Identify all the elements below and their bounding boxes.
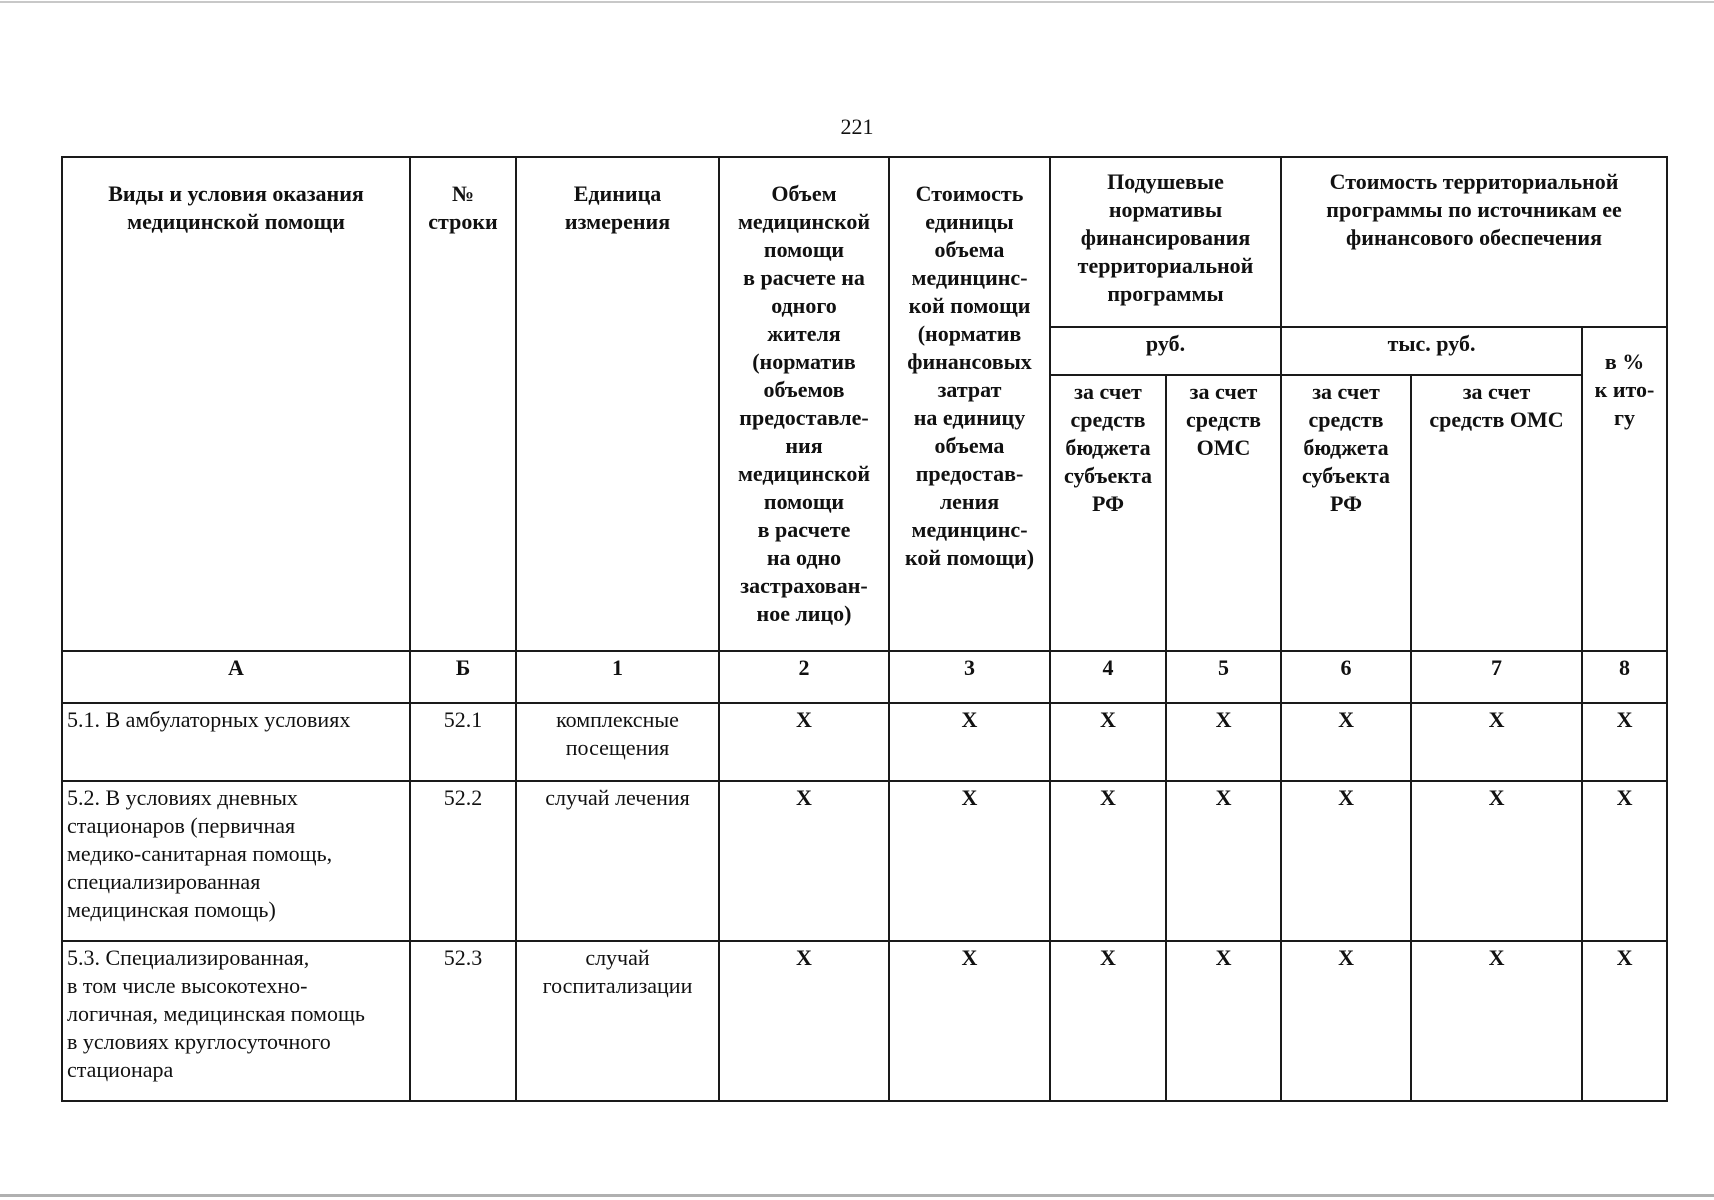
header-oms-1: за счет средств ОМС bbox=[1166, 375, 1281, 651]
row-value: Х bbox=[1050, 781, 1166, 941]
header-line-no: № строки bbox=[410, 157, 516, 651]
row-value: Х bbox=[1582, 703, 1667, 781]
row-value: Х bbox=[1166, 781, 1281, 941]
row-value: Х bbox=[1166, 703, 1281, 781]
page-number: 221 bbox=[840, 114, 874, 139]
row-value: Х bbox=[889, 781, 1050, 941]
row-value: Х bbox=[1281, 703, 1411, 781]
row-value: Х bbox=[1050, 703, 1166, 781]
row-value: Х bbox=[1411, 781, 1582, 941]
row-line-no: 52.1 bbox=[410, 703, 516, 781]
table-row bbox=[62, 703, 1667, 781]
table-row bbox=[62, 941, 1667, 1101]
row-name: 5.1. В амбулаторных условиях bbox=[62, 703, 410, 781]
column-index: 7 bbox=[1411, 651, 1582, 703]
column-index: 1 bbox=[516, 651, 719, 703]
header-per-capita: Подушевые нормативы финансирования территориальной программы bbox=[1050, 157, 1281, 327]
row-value: Х bbox=[889, 703, 1050, 781]
row-value: Х bbox=[1411, 941, 1582, 1101]
table-row bbox=[62, 781, 1667, 941]
column-index: 2 bbox=[719, 651, 889, 703]
column-index: А bbox=[62, 651, 410, 703]
row-value: Х bbox=[719, 941, 889, 1101]
row-value: Х bbox=[719, 781, 889, 941]
row-value: Х bbox=[1411, 703, 1582, 781]
row-value: Х bbox=[1166, 941, 1281, 1101]
header-unit: Единица измерения bbox=[516, 157, 719, 651]
row-value: Х bbox=[1582, 941, 1667, 1101]
header-type: Виды и условия оказания медицинской помощи bbox=[62, 157, 410, 651]
row-unit: случай госпитализации bbox=[516, 941, 719, 1101]
row-value: Х bbox=[1050, 941, 1166, 1101]
column-index: 5 bbox=[1166, 651, 1281, 703]
column-index: 8 bbox=[1582, 651, 1667, 703]
header-rub: руб. bbox=[1050, 327, 1281, 375]
column-index: 3 bbox=[889, 651, 1050, 703]
header-percent: в % к ито- гу bbox=[1582, 327, 1667, 651]
row-value: Х bbox=[889, 941, 1050, 1101]
column-index: 4 bbox=[1050, 651, 1166, 703]
row-unit: случай лечения bbox=[516, 781, 719, 941]
row-value: Х bbox=[1582, 781, 1667, 941]
column-index: Б bbox=[410, 651, 516, 703]
row-line-no: 52.3 bbox=[410, 941, 516, 1101]
header-oms-2: за счет средств ОМС bbox=[1411, 375, 1582, 651]
row-value: Х bbox=[719, 703, 889, 781]
header-cost: Стоимость единицы объема мединцинс- кой помощи (норматив финансовых затрат на единицу объема предостав- ления мединцинс- кой помощи) bbox=[889, 157, 1050, 651]
header-volume: Объем медицинской помощи в расчете на одного жителя (норматив объемов предоставле- ния медицинской помощи в расчете на одно застрахован- ное лицо) bbox=[719, 157, 889, 651]
row-value: Х bbox=[1281, 941, 1411, 1101]
row-line-no: 52.2 bbox=[410, 781, 516, 941]
row-name: 5.2. В условиях дневных стационаров (первичная медико-санитарная помощь, специализированная медицинская помощь) bbox=[62, 781, 410, 941]
scan-edge-bottom bbox=[0, 1194, 1714, 1197]
scan-edge-top bbox=[0, 1, 1714, 3]
row-name: 5.3. Специализированная, в том числе высокотехно- логичная, медицинская помощь в условиях круглосуточного стационара bbox=[62, 941, 410, 1101]
column-index: 6 bbox=[1281, 651, 1411, 703]
row-unit: комплексные посещения bbox=[516, 703, 719, 781]
program-cost-table bbox=[61, 156, 1668, 1102]
header-thous-rub: тыс. руб. bbox=[1281, 327, 1582, 375]
header-budget-rf-2: за счет средств бюджета субъекта РФ bbox=[1281, 375, 1411, 651]
header-program-cost: Стоимость территориальной программы по источникам ее финансового обеспечения bbox=[1281, 157, 1667, 327]
row-value: Х bbox=[1281, 781, 1411, 941]
header-budget-rf-1: за счет средств бюджета субъекта РФ bbox=[1050, 375, 1166, 651]
